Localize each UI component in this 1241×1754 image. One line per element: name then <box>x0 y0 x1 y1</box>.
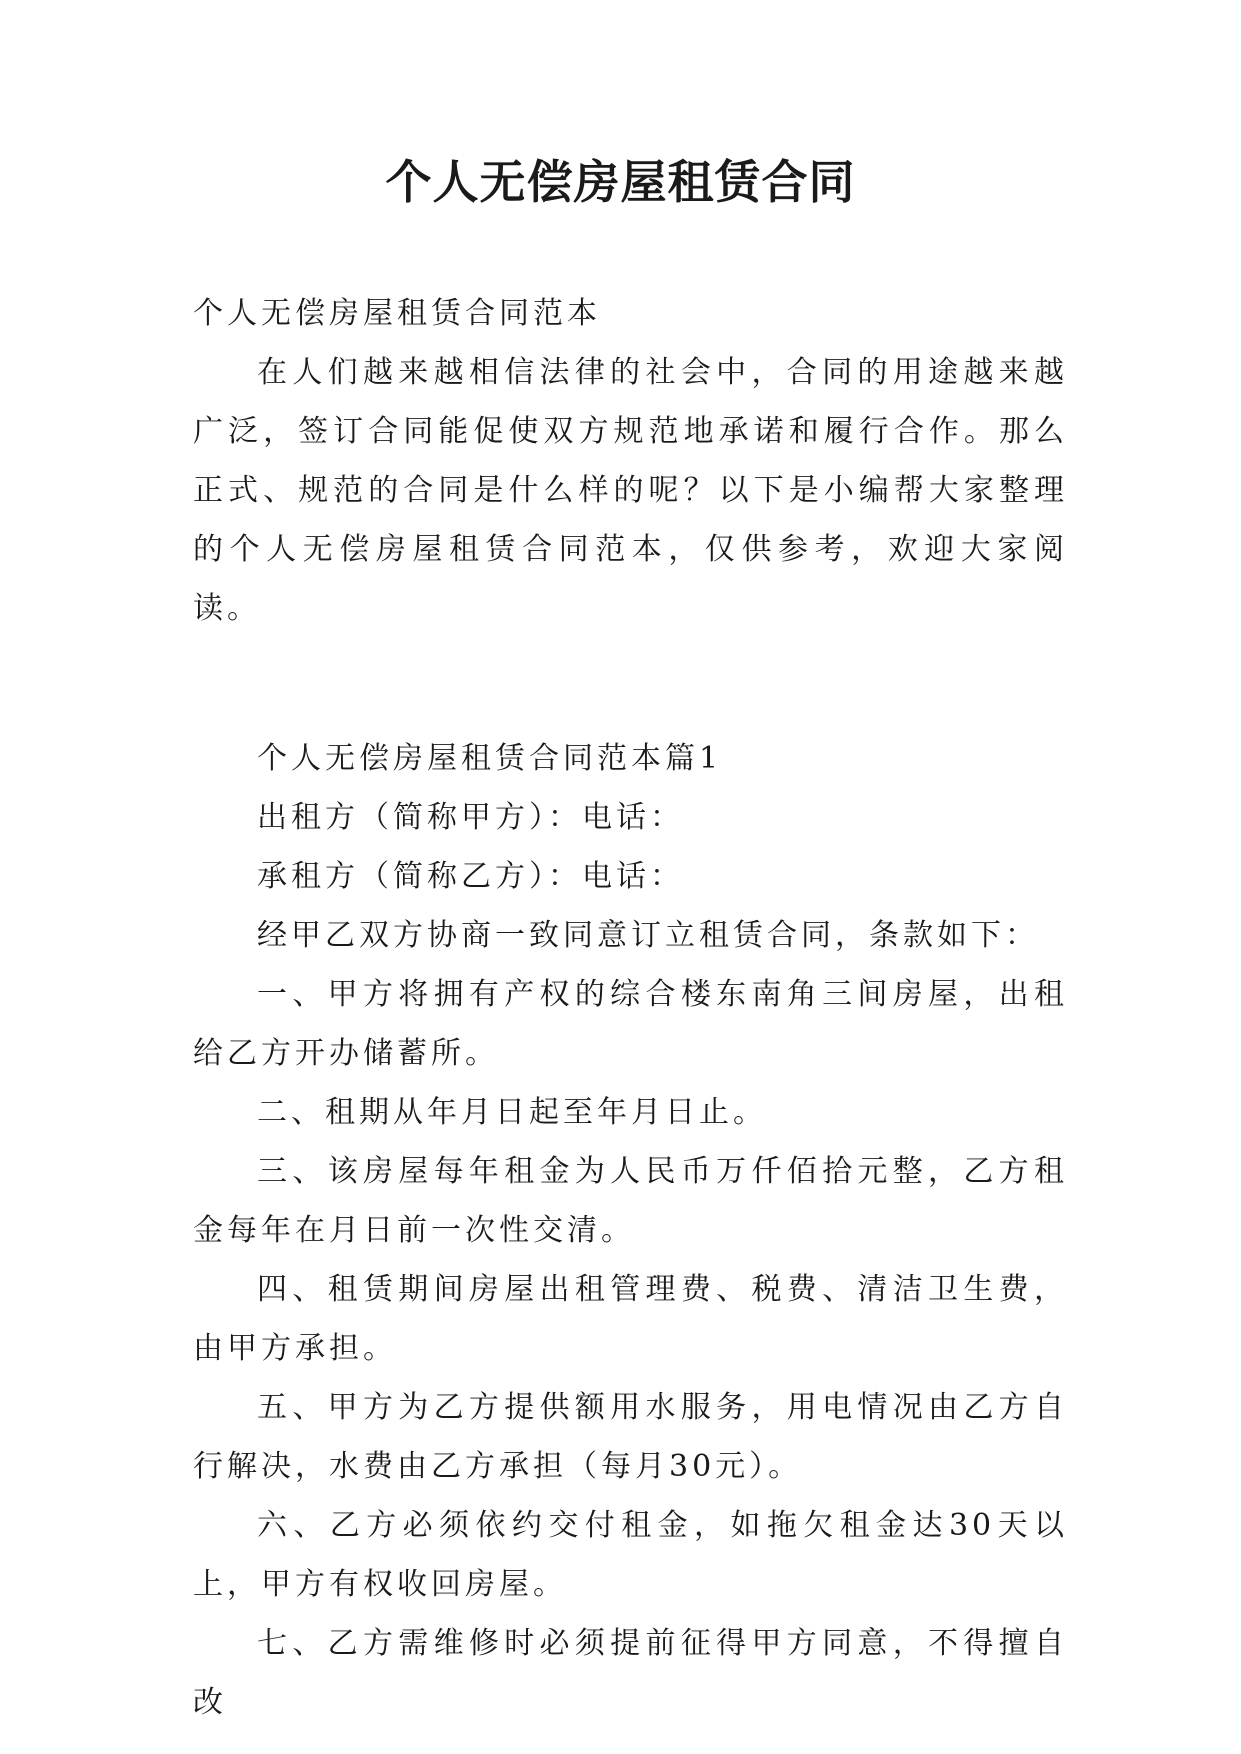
clause-5: 五、甲方为乙方提供额用水服务，用电情况由乙方自行解决，水费由乙方承担（每月30元）。 <box>193 1390 1068 1484</box>
clause-3: 三、该房屋每年租金为人民币万仟佰拾元整，乙方租金每年在月日前一次性交清。 <box>193 1154 1068 1248</box>
section-heading: 个人无偿房屋租赁合同范本篇1 <box>257 741 723 776</box>
clause-6: 六、乙方必须依约交付租金，如拖欠租金达30天以上，甲方有权收回房屋。 <box>193 1508 1068 1602</box>
agreement-line: 经甲乙双方协商一致同意订立租赁合同，条款如下： <box>257 918 1039 953</box>
lessor-line: 出租方（简称甲方）：电话： <box>257 800 684 835</box>
clause-4: 四、租赁期间房屋出租管理费、税费、清洁卫生费，由甲方承担。 <box>193 1272 1068 1366</box>
document-title: 个人无偿房屋租赁合同 <box>385 155 856 209</box>
section-gap <box>193 638 1068 729</box>
clause-2: 二、租期从年月日起至年月日止。 <box>257 1095 767 1130</box>
document-body <box>193 284 1068 1732</box>
intro-heading: 个人无偿房屋租赁合同范本 <box>193 296 601 331</box>
clause-7: 七、乙方需维修时必须提前征得甲方同意，不得擅自改 <box>193 1626 1068 1720</box>
intro-paragraph: 在人们越来越相信法律的社会中，合同的用途越来越广泛，签订合同能促使双方规范地承诺和履行合作。那么正式、规范的合同是什么样的呢？以下是小编帮大家整理的个人无偿房屋租赁合同范本，仅供参考，欢迎大家阅读。 <box>193 355 1068 626</box>
lessee-line: 承租方（简称乙方）：电话： <box>257 859 684 894</box>
clause-1: 一、甲方将拥有产权的综合楼东南角三间房屋，出租给乙方开办储蓄所。 <box>193 977 1068 1071</box>
